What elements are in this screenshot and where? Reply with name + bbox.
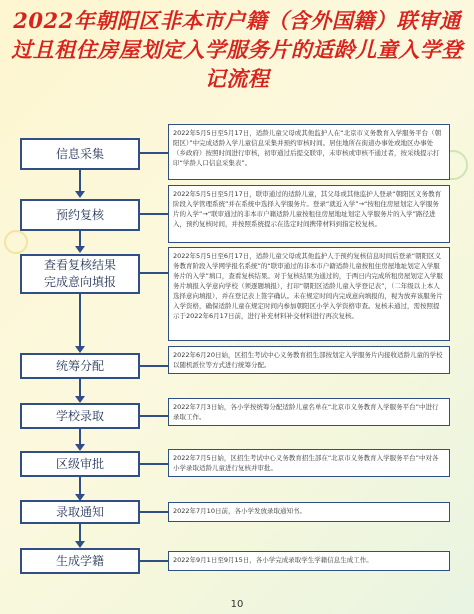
step-label: 统筹分配 bbox=[55, 358, 104, 373]
step-box-school-admission bbox=[20, 403, 140, 429]
down-arrow-icon bbox=[75, 346, 85, 353]
step-desc: 2022年7月3日始，各小学按统筹分配适龄儿童名单在“北京市义务教育入学服务平台”中进行录取工作。 bbox=[168, 398, 450, 426]
step-desc: 2022年7月5日始，区招生考试中心义务教育招生部在“北京市义务教育入学服务平台”中对各小学录取适龄儿童进行复核并审批。 bbox=[168, 449, 450, 477]
step-box-district-approval bbox=[20, 451, 140, 477]
connector-line bbox=[140, 365, 168, 367]
step-label: 查看复核结果 完成意向填报 bbox=[43, 258, 116, 289]
step-desc: 2022年7月10日前，各小学发放录取通知书。 bbox=[168, 502, 450, 522]
decorative-circle bbox=[4, 230, 28, 254]
step-desc: 2022年5月5日至5月17日，适龄儿童父母或其他监护人在“北京市义务教育入学服务平台（朝阳区）”中完成适龄入学儿童信息采集并预约审核时间。居住地所在街道办事处或地区办事处（乡政府）按照时间进行审核，初审通过后提交联审，未审核或审核不通过者，按采线提示打印“学龄人口信息采集表”。 bbox=[168, 124, 450, 180]
connector-line bbox=[140, 511, 168, 513]
step-desc: 2022年9月1日至9月15日，各小学完成录取学生学籍信息生成工作。 bbox=[168, 551, 450, 571]
step-label: 信息采集 bbox=[55, 146, 104, 161]
connector-line bbox=[140, 152, 168, 154]
step-label: 区级审批 bbox=[55, 456, 104, 471]
page-number: 10 bbox=[230, 599, 244, 610]
down-arrow-icon bbox=[75, 541, 85, 548]
step-box-admission-notice bbox=[20, 500, 140, 524]
down-arrow-icon bbox=[75, 396, 85, 403]
step-label: 学校录取 bbox=[55, 408, 104, 423]
flow-line bbox=[79, 477, 81, 495]
connector-line bbox=[140, 415, 168, 417]
step-desc: 2022年6月20日始，区招生考试中心义务教育招生部按划定入学服务片内接收适龄儿童的学校以随机派位等方式进行统筹分配。 bbox=[168, 346, 450, 374]
connector-line bbox=[140, 213, 168, 215]
step-box-overall-allocation bbox=[20, 353, 140, 379]
step-box-student-record bbox=[20, 548, 140, 574]
down-arrow-icon bbox=[75, 246, 85, 253]
step-box-reserve-review bbox=[20, 199, 140, 231]
flow-line bbox=[79, 379, 81, 397]
step-label: 预约复核 bbox=[55, 207, 104, 222]
step-desc: 2022年5月5日至5月17日，联审通过的适龄儿童，其父母或其他监护人登录“朝阳区义务教育阶段入学管理系统”并在系统中选择入学服务片。登录“就近入学”→“按租住房屋划定入学服务片的入学”→“联审通过的非本市户籍适龄儿童按租住房屋地址划定入学服务片的入学”路径进入，预约复核时间，并按照系统提示在选定时间携带材料到指定校复核。 bbox=[168, 185, 450, 243]
connector-line bbox=[140, 560, 168, 562]
flow-line bbox=[79, 231, 81, 247]
step-box-check-result bbox=[20, 254, 140, 294]
connector-line bbox=[140, 463, 168, 465]
flow-line bbox=[79, 294, 81, 347]
step-label: 生成学籍 bbox=[55, 553, 104, 568]
down-arrow-icon bbox=[75, 191, 85, 198]
page-title: 2022年朝阳区非本市户籍（含外国籍）联审通过且租住房屋划定入学服务片的适龄儿童入学登记流程 bbox=[11, 8, 463, 91]
flow-line bbox=[79, 170, 81, 192]
step-box-info-collection bbox=[20, 138, 140, 170]
connector-line bbox=[140, 272, 168, 274]
step-desc: 2022年5月5日至6月17日，适龄儿童父母或其他监护人于预约复核信息时间后登录“朝阳区义务教育阶段入学网学报名系统”的“联审通过的非本市户籍适龄儿童按租住房屋地址划定入学服务片的入学”填口，查看复核结果。对于复核结果为通过的，于两日内完成所租房屋划定入学服务片填报入学意向学校（须逐题填报），打印“朝阳区适龄儿童入学登记表”，（二年级以上本人选择意向填报），并在登记表上签字确认。未在规定时间内完成意向填报的，视为放弃该服务片入学资格，确保适龄儿童在规定时间内参加朝阳区小学入学资格审查。复核未通过，需按照提示于2022年6月17日前，进行补充材料补交材料进行再次复核。 bbox=[168, 247, 450, 341]
flow-line bbox=[79, 524, 81, 542]
down-arrow-icon bbox=[75, 444, 85, 451]
step-label: 录取通知 bbox=[55, 504, 104, 519]
flow-line bbox=[79, 429, 81, 445]
